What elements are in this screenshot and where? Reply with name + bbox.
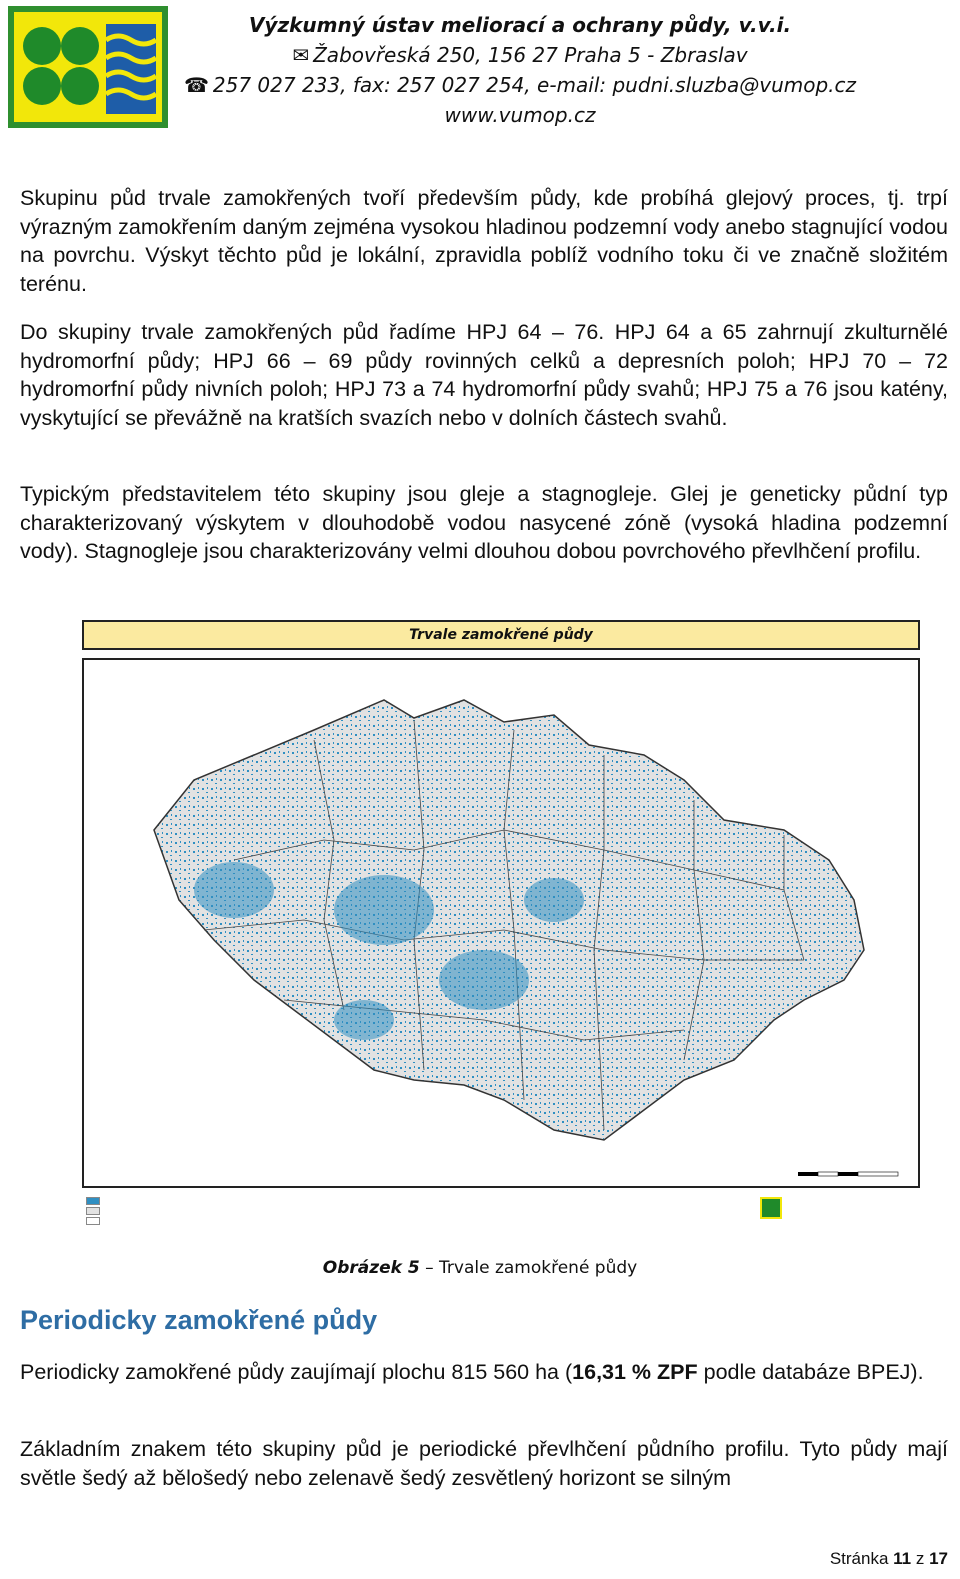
page-header [0,0,960,140]
map-legend [80,1193,922,1229]
section-paragraph-2: Základním znakem této skupiny půd je periodické převlhčení půdního profilu. Tyto půdy mají světle šedý až bělošedý nebo zelenavě šedý zesvětlený horizont se silným [20,1437,948,1490]
legend-swatch-border [86,1217,100,1225]
paragraph-3: Typickým představitelem této skupiny jsou gleje a stagnogleje. Glej je geneticky půdní typ charakterizovaný výskytem v dlouhodobě vodou nasycené zóně (vysoká hladina podzemní vody). Stagnogleje jsou charakterizovány velmi dlouhou dobou povrchového převlhčení profilu. [20,482,948,563]
organization-address: ✉ Žabovřeská 250, 156 27 Praha 5 - Zbraslav [292,43,748,67]
czech-map-graphic [84,660,918,1186]
legend-swatch-other [86,1207,100,1215]
phone-icon: ☎ [183,73,209,97]
organization-website[interactable]: www.vumop.cz [444,103,596,127]
page-number: Stránka 11 z 17 [829,1549,948,1568]
figure-caption [0,1256,960,1280]
organization-contact: ☎ 257 027 233, fax: 257 027 254, e-mail: pudni.sluzba@vumop.cz [183,73,857,97]
map-figure [80,620,922,1232]
map-scale-bar [796,1162,906,1182]
organization-info [180,10,860,130]
caption-text: – Trvale zamokřené půdy [419,1258,638,1278]
section-heading: Periodicky zamokřené půdy [20,1305,378,1335]
legend-wet-soils [86,1197,100,1205]
envelope-icon: ✉ [292,43,310,67]
logo-graphic [14,12,162,122]
institute-logo [8,6,168,128]
legend-other-soils [86,1207,100,1215]
caption-label: Obrázek 5 [322,1258,420,1278]
section-paragraph-1: Periodicky zamokřené půdy zaujímají plochu 815 560 ha (16,31 % ZPF podle databáze BPEJ). [20,1360,924,1384]
map-area [82,658,920,1188]
paragraph-2: Do skupiny trvale zamokřených půd řadíme HPJ 64 – 76. HPJ 64 a 65 zahrnují zkulturnělé hydromorfní půdy; HPJ 66 – 69 půdy rovinných celků a depresních poloh; HPJ 70 – 72 hydromorfní půdy nivních poloh; HPJ 73 a 74 hydromorfní půdy svahů; HPJ 75 a 76 jsou katény, vyskytující se převážně na kratších svazích nebo v dolních částech svahů. [20,320,948,430]
zpf-percentage: 16,31 % ZPF [572,1360,698,1384]
map-title: Trvale zamokřené půdy [82,620,920,650]
legend-swatch-wet [86,1197,100,1205]
organization-name: Výzkumný ústav meliorací a ochrany půdy, v.v.i. [248,13,792,37]
small-logo-icon [760,1197,782,1219]
paragraph-1: Skupinu půd trvale zamokřených tvoří především půdy, kde probíhá glejový proces, tj. trpí výrazným zamokřením daným zejména vysokou hladinou podzemní vody anebo stagnující vodou na povrchu. Výskyt těchto půd je lokální, zpravidla poblíž vodního toku či ve značně složitém terénu. [20,186,948,296]
legend-district-borders [86,1217,100,1225]
